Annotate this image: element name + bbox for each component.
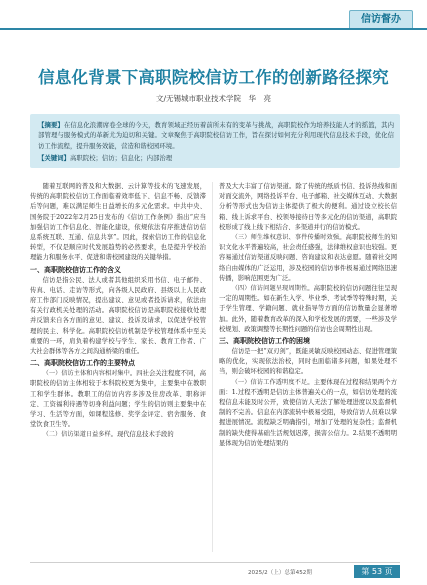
keywords-tag: 【关键词】 (38, 154, 70, 162)
abstract-body: 在信息化浪潮席卷全球的今天，教育领域正经历着前所未有的变革与挑战，高职院校作为培养技能人才的摇篮，其内部管理与服务模式的革新尤为迫切和关键。文章聚焦于高职院校信访工作，旨在探讨如何充分利用现代信息技术手段，优化信访工作流程，提升服务效能，营造和谐校园环境。 (38, 121, 395, 150)
section-heading-1: 一、高职院校信访工作的含义 (30, 265, 121, 274)
section-heading-3: 三、高职院校信访工作的困境 (219, 337, 310, 346)
author-byline: 文/无锡城市职业技术学院 华 亮 (155, 94, 272, 103)
keywords-line (38, 153, 394, 163)
article-title: 信息化背景下高职院校信访工作的创新路径探究 (38, 68, 389, 87)
intro-paragraph (30, 182, 206, 264)
section-3-paragraph: 信访是一把“双刃剑”，既能灵敏反映校园动态、促进管理策略的优化，实现依法治校，同时也面临诸多问题，如果处理不当，则会破坏校园的和谐稳定。 (219, 348, 397, 376)
left-column (30, 182, 206, 441)
section-heading-2: 二、高职院校信访工作的主要特点 (30, 359, 135, 368)
continued-paragraph: 普及大大丰富了信访渠道。除了传统的纸质书信、投诉热线和面对面交流外，网络投诉平台、电子邮箱、社交媒体互动、大数据分析等形式也为信访主体提供了极大的便利。通过设立校长信箱、线上诉求平台、校领导接待日等多元化的信访渠道，高职院校形成了线上线下相结合、多渠道并行的信访模式。 (219, 183, 397, 231)
dilemma-1-paragraph (219, 378, 397, 449)
feature-4-paragraph (219, 284, 397, 335)
abstract-tag: 【摘要】 (38, 121, 64, 129)
feature-2-heading: （二）信访渠道日益多样 (42, 431, 111, 439)
column-label-badge: 信访督办 (349, 10, 413, 30)
intro-text: 随着互联网的普及和大数据、云计算等技术的飞速发展，传统的高职院校信访工作面临着效率低下、信息不畅、反馈滞后等问题，难以满足师生日益增长的多元化需求。中共中央、国务院于2022年2月25日发布的《信访工作条例》指出“应当加强信访工作信息化、智能化建设，依规依法有序推进信访信息系统互联、互通、信息共享” (30, 183, 206, 242)
feature-4-text-cont: 。此外，随着教育改革的深入和学校发展的需要，一些涉及学校规划、政策调整等长期性问题的信访也会周期性出现。 (219, 315, 397, 333)
column-divider (212, 182, 213, 552)
feature-3-heading: （三）师生维权意识、事件传播时效强 (231, 234, 340, 242)
section-1-paragraph: 信访是指公民、法人或者其他组织采用书信、电子邮件、传真、电话、走访等形式，向各级人民政府、县级以上人民政府工作部门反映情况，提出建议、意见或者投诉请求，依法由有关行政机关处理的活动。高职院校信访是高职院校接收处理并反馈来自各方面的意见、建议、投诉及请求，以促进学校管理的民主、科学化。高职院校信访机制是学校管理体系中至关重要的一环，肩负着构建学校与学生、家长、教育工作者、广大社会群体等各方之间沟通桥梁的重任。 (30, 276, 206, 356)
intro-text-cont: 。因此，探索信访工作的信息化转型，不仅是顺应时代发展趋势的必然要求，也是提升学校治理能力和服务水平、促进和谐校园建设的关键举措。 (30, 234, 206, 262)
page-number: 第 53 页 (354, 565, 400, 578)
feature-2-paragraph (30, 430, 206, 440)
feature-1-text: 。四社会关注程度不同，高职院校的信访主体相较于本科院校更为集中，主要集中在教职工和学生群体。教职工的信访内容多涉及住房改革、职称评定、工资福利待遇等切身利益问题；学生的信访则主要集中在学习、生活等方面，如课程选修、奖学金评定、宿舍服务、食堂饮食卫生等。 (30, 370, 207, 429)
feature-4-text: 。高职院校的信访问题往往呈现一定的周期性。如在新生入学、毕业季、考试季等特殊时期，关于学生管理、学籍问题、就业指导等方面的信访数量会显著增加 (219, 285, 398, 323)
dilemma-1-text: 。主要体现在过程和结果两个方面：1.过程不透明是信访主体普遍关心的一点，如信访处理的流程信息未能及时公开，致使信访人无法了解处理进度以及监督机制的不完善。信息在内部流转中极易受阻，导致信访人员难以掌握进展情况。流程缺乏明确指引，增加了处理的复杂性；监督机制的缺失使得基础生活规划迟滞，损害公信力。2.结果不透明明显体现为信访处理结果的 (219, 378, 398, 447)
feature-4-heading: （四）信访问题呈现周期性 (231, 285, 308, 293)
footer-rule (30, 562, 400, 563)
right-column (219, 182, 397, 449)
dilemma-1-heading: （一）信访工作透明度不足 (231, 378, 308, 386)
abstract-text (38, 120, 394, 151)
header-rule (0, 28, 427, 30)
feature-1-paragraph (30, 369, 206, 430)
feature-1-heading: （一）信访主体和内容相对集中 (42, 370, 130, 378)
feature-3-paragraph (219, 233, 397, 284)
feature-3-text: 。高职院校师生的知识文化水平普遍较高，社会责任感强，法律维权意识也较强。更容易通过信访渠道反映问题、咨询建议和表达意愿。随着社交网络自由媒体的广泛运用，涉及校园的信访事件极易通过网络迅速传播，影响范围更为广泛。 (219, 234, 398, 282)
feature-2-text: 。现代信息技术手段的 (110, 431, 174, 439)
keywords-body: 高职院校；信访；信息化；内部治理 (69, 154, 173, 162)
issue-info: 2025/2（上）总第452期 (248, 570, 312, 576)
